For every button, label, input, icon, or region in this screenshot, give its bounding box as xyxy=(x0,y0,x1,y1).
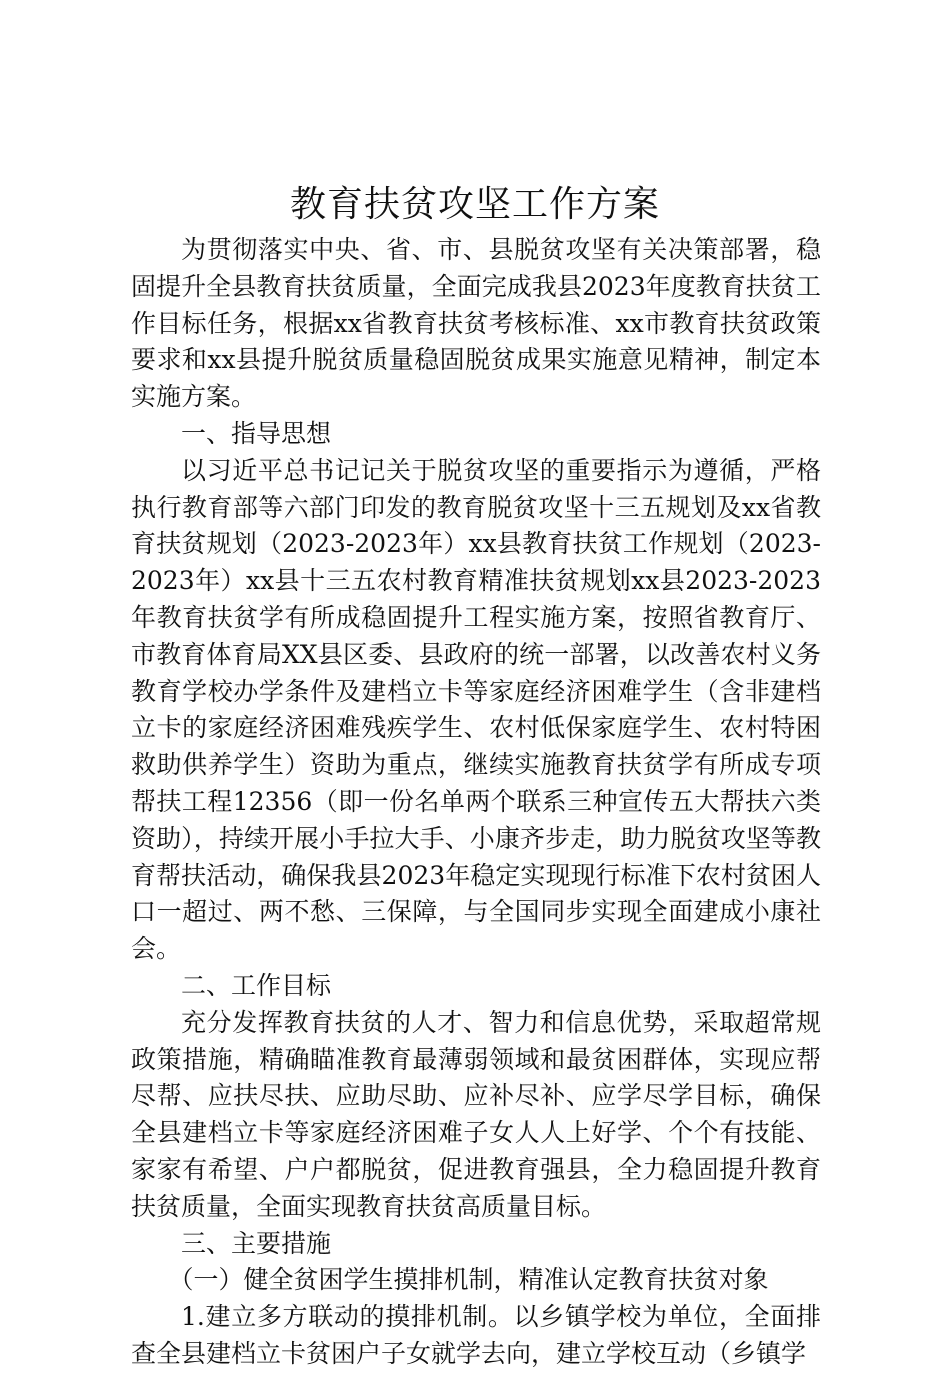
work-goals-paragraph: 充分发挥教育扶贫的人才、智力和信息优势，采取超常规政策措施，精确瞄准教育最薄弱领域和最贫困群体，实现应帮尽帮、应扶尽扶、应助尽助、应补尽补、应学尽学目标，确保全县建档立卡等家庭经济困难子女人人上好学、个个有技能、家家有希望、户户都脱贫，促进教育强县，全力稳固提升教育扶贫质量，全面实现教育扶贫高质量目标。 xyxy=(131,1007,821,1221)
document-body xyxy=(131,232,821,1373)
section-heading-work-goals: 二、工作目标 xyxy=(181,970,332,1000)
section-heading-main-measures: 三、主要措施 xyxy=(181,1228,332,1258)
subsection-heading-student-survey: （一）健全贫困学生摸排机制，精准认定教育扶贫对象 xyxy=(168,1265,769,1295)
section-heading-guiding-ideology: 一、指导思想 xyxy=(181,418,332,448)
guiding-ideology-paragraph: 以习近平总书记记关于脱贫攻坚的重要指示为遵循，严格执行教育部等六部门印发的教育脱贫攻坚十三五规划及xx省教育扶贫规划（2023-2023年）xx县教育扶贫工作规划（2023-2023年）xx县十三五农村教育精准扶贫规划xx县2023-2023年教育扶贫学有所成稳固提升工程实施方案，按照省教育厅、市教育体育局XX县区委、县政府的统一部署，以改善农村义务教育学校办学条件及建档立卡等家庭经济困难学生（含非建档立卡的家庭经济困难残疾学生、农村低保家庭学生、农村特困救助供养学生）资助为重点，继续实施教育扶贫学有所成专项帮扶工程12356（即一份名单两个联系三种宣传五大帮扶六类资助），持续开展小手拉大手、小康齐步走，助力脱贫攻坚等教育帮扶活动，确保我县2023年稳定实现现行标准下农村贫困人口一超过、两不愁、三保障，与全国同步实现全面建成小康社会。 xyxy=(131,455,821,964)
measure-item-1-paragraph: 1.建立多方联动的摸排机制。以乡镇学校为单位，全面排查全县建档立卡贫困户子女就学去向，建立学校互动（乡镇学 xyxy=(131,1302,821,1368)
intro-paragraph: 为贯彻落实中央、省、市、县脱贫攻坚有关决策部署，稳固提升全县教育扶贫质量，全面完成我县2023年度教育扶贫工作目标任务，根据xx省教育扶贫考核标准、xx市教育扶贫政策要求和xx县提升脱贫质量稳固脱贫成果实施意见精神，制定本实施方案。 xyxy=(131,235,821,412)
document-title: 教育扶贫攻坚工作方案 xyxy=(289,184,660,225)
